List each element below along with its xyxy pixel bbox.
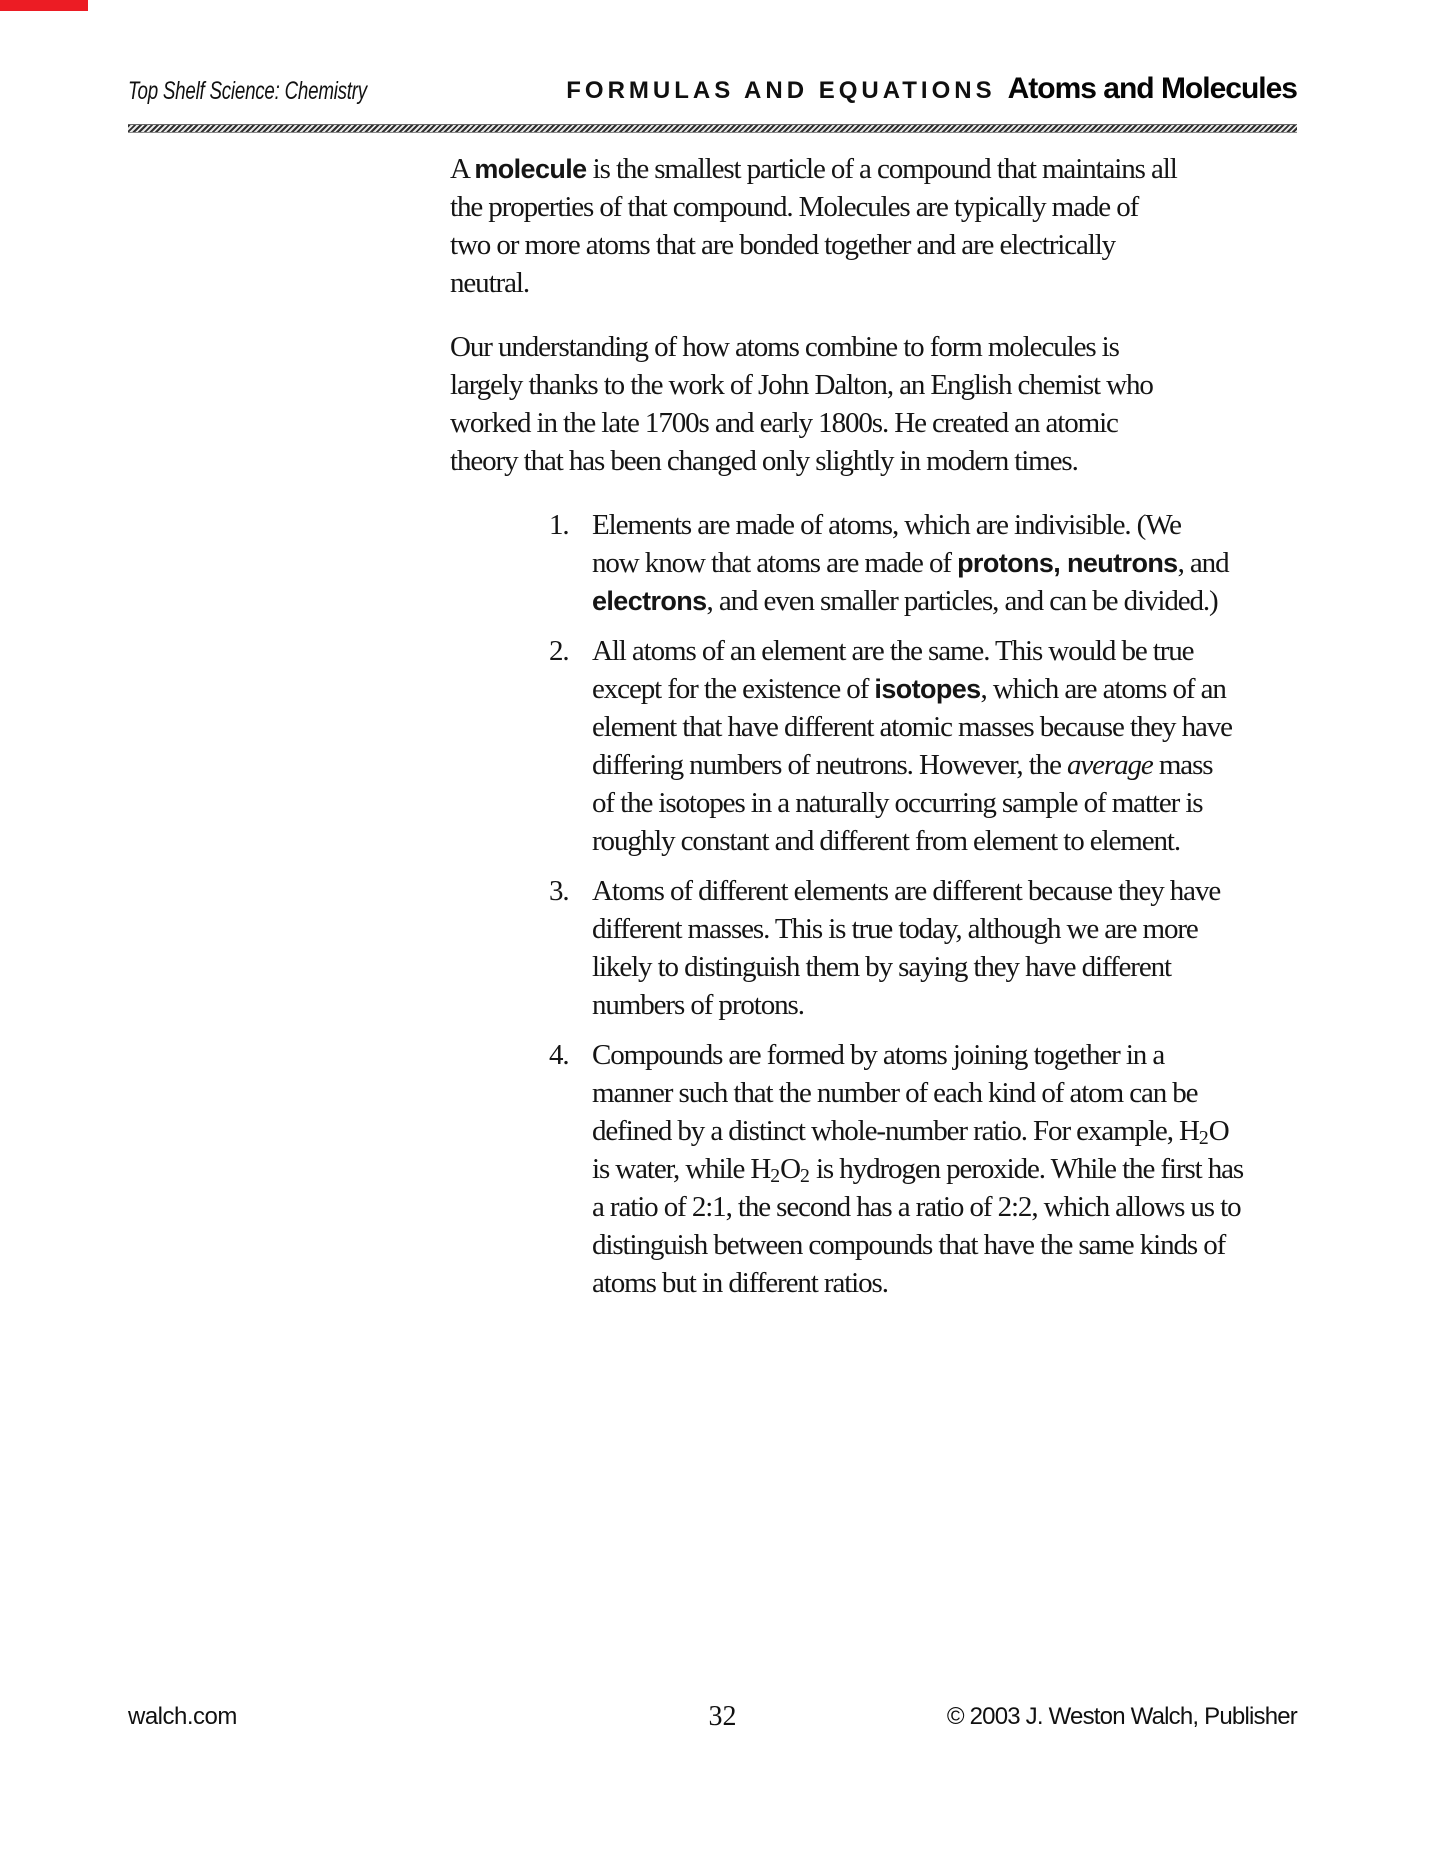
text-line: worked in the late 1700s and early 1800s. He created an atomic: [450, 407, 1118, 439]
text-line: All atoms of an element are the same. This would be true: [592, 635, 1194, 667]
text-line: of the isotopes in a naturally occurring sample of matter is: [592, 787, 1203, 819]
text-line: different masses. This is true today, although we are more: [592, 913, 1198, 945]
footer-copyright: © 2003 J. Weston Walch, Publisher: [946, 1703, 1297, 1730]
paragraph: [450, 328, 1370, 480]
page-footer: [0, 1700, 1445, 1736]
page-header: [128, 72, 1297, 106]
footer-website: walch.com: [128, 1703, 237, 1730]
subscript: 2: [799, 1164, 810, 1187]
text-line: roughly constant and different from element to element.: [592, 825, 1181, 857]
text-line: theory that has been changed only slightly in modern times.: [450, 445, 1078, 477]
footer-page-number: 32: [708, 1701, 737, 1732]
text-line: A molecule is the smallest particle of a compound that maintains all: [450, 153, 1177, 185]
text-line: likely to distinguish them by saying they have different: [592, 951, 1171, 983]
red-corner-artifact: [0, 0, 88, 11]
text-line: now know that atoms are made of protons, neutrons, and: [592, 547, 1229, 579]
subscript: 2: [770, 1164, 781, 1187]
text-line: Our understanding of how atoms combine to form molecules is: [450, 331, 1119, 363]
text-line: a ratio of 2:1, the second has a ratio of 2:2, which allows us to: [592, 1191, 1241, 1223]
list-number: 3.: [549, 875, 569, 907]
list-number: 4.: [549, 1039, 569, 1071]
list-item: [450, 872, 1370, 1024]
section-title: FORMULAS AND EQUATIONS: [566, 77, 996, 104]
text-line: defined by a distinct whole-number ratio. For example, $H_2O$: [592, 1115, 1229, 1149]
text-line: Compounds are formed by atoms joining together in a: [592, 1039, 1165, 1071]
text-line: numbers of protons.: [592, 989, 804, 1021]
book-title: Top Shelf Science: Chemistry: [128, 77, 367, 105]
list-number: 2.: [549, 635, 569, 667]
text-line: differing numbers of neutrons. However, the average mass: [592, 749, 1213, 781]
header-right-group: [566, 72, 1297, 106]
subscript: 2: [1198, 1126, 1209, 1149]
text-line: manner such that the number of each kind of atom can be: [592, 1077, 1198, 1109]
text-line: atoms but in different ratios.: [592, 1267, 888, 1299]
vocab-term: molecule: [474, 154, 587, 184]
body-text: [450, 150, 1370, 1314]
text-line: largely thanks to the work of John Dalton, an English chemist who: [450, 369, 1153, 401]
vocab-term: electrons: [592, 586, 707, 616]
text-line: except for the existence of isotopes, which are atoms of an: [592, 673, 1226, 705]
list-item: [450, 506, 1370, 620]
list-item: [450, 632, 1370, 860]
text-line: the properties of that compound. Molecules are typically made of: [450, 191, 1139, 223]
header-rule: [128, 124, 1297, 133]
text-line: electrons, and even smaller particles, and can be divided.): [592, 585, 1218, 617]
text-line: element that have different atomic masses because they have: [592, 711, 1232, 743]
list-item: [450, 1036, 1370, 1302]
paragraph: [450, 150, 1370, 302]
text-line: distinguish between compounds that have the same kinds of: [592, 1229, 1226, 1261]
text-line: is water, while $H_2O_2$ is hydrogen peroxide. While the first has: [592, 1153, 1244, 1187]
text-line: Atoms of different elements are different because they have: [592, 875, 1221, 907]
vocab-term: isotopes: [874, 674, 981, 704]
text-line: two or more atoms that are bonded together and are electrically: [450, 229, 1116, 261]
text-line: Elements are made of atoms, which are indivisible. (We: [592, 509, 1181, 541]
list-number: 1.: [549, 509, 569, 541]
vocab-term: protons, neutrons: [957, 548, 1178, 578]
page-title: Atoms and Molecules: [1007, 72, 1297, 105]
text-line: neutral.: [450, 267, 529, 299]
